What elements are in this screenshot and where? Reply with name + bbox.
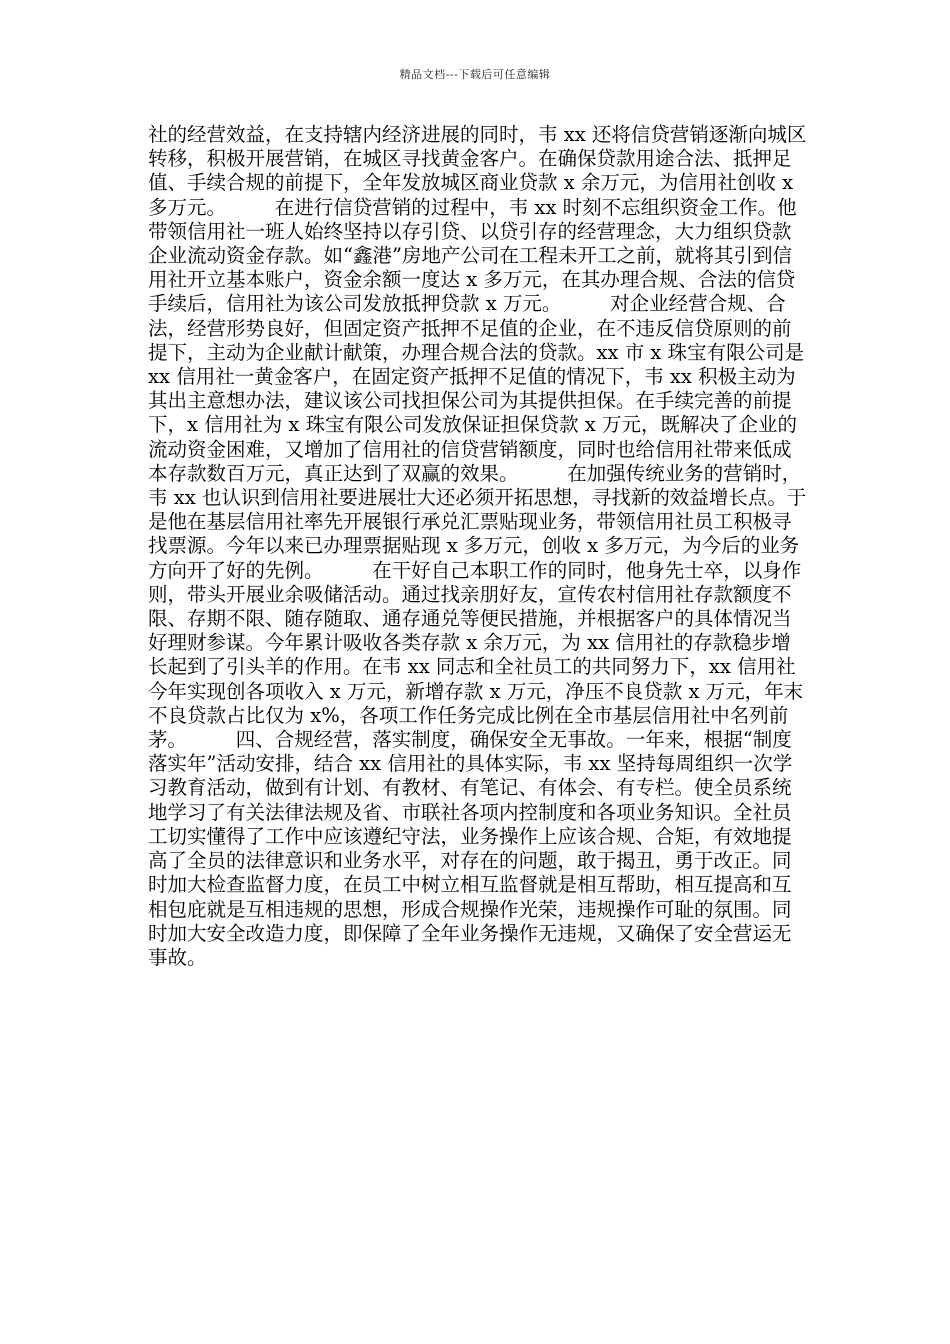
- page-header: 精品文档---下载后可任意编辑: [399, 68, 551, 81]
- body-paragraph: 社的经营效益，在支持辖内经济进展的同时，韦 xx 还将信贷营销逐渐向城区转移，积极开展营销，在城区寻找黄金客户。在确保贷款用途合法、抵押足值、手续合规的前提下，全年发放城区商业贷款 x 余万元，为信用社创收 x 多万元。 在进行信贷营销的过程中，韦 xx 时刻不忘组织资金工作。他带领信用社一班人始终坚持以存引贷、以贷引存的经营理念，大力组织贷款企业流动资金存款。如“鑫港”房地产公司在工程未开工之前，就将其引到信用社开立基本账户，资金余额一度达 x 多万元，在其办理合规、合法的信贷手续后，信用社为该公司发放抵押贷款 x 万元。 对企业经营合规、合法，经营形势良好，但固定资产抵押不足值的企业，在不违反信贷原则的前提下，主动为企业献计献策，办理合规合法的贷款。xx 市 x 珠宝有限公司是 xx 信用社一黄金客户，在固定资产抵押不足值的情况下，韦 xx 积极主动为其出主意想办法，建议该公司找担保公司为其提供担保。在手续完善的前提下，x 信用社为 x 珠宝有限公司发放保证担保贷款 x 万元，既解决了企业的流动资金困难，又增加了信用社的信贷营销额度，同时也给信用社带来低成本存款数百万元，真正达到了双赢的效果。 在加强传统业务的营销时，韦 xx 也认识到信用社要进展壮大还必须开拓思想，寻找新的效益增长点。于是他在基层信用社率先开展银行承兑汇票贴现业务，带领信用社员工积极寻找票源。今年以来已办理票据贴现 x 多万元，创收 x 多万元，为今后的业务方向开了好的先例。 在干好自己本职工作的同时，他身先士卒，以身作则，带头开展业余吸储活动。通过找亲朋好友，宣传农村信用社存款额度不限、存期不限、随存随取、通存通兑等便民措施，并根据客户的具体情况当好理财参谋。今年累计吸收各类存款 x 余万元，为 xx 信用社的存款稳步增长起到了引头羊的作用。在韦 xx 同志和全社员工的共同努力下，xx 信用社今年实现创各项收入 x 万元，新增存款 x 万元，净压不良贷款 x 万元，年末不良贷款占比仅为 x%，各项工作任务完成比例在全市基层信用社中名列前茅。 四、合规经营，落实制度，确保安全无事故。一年来，根据“制度落实年”活动安排，结合 xx 信用社的具体实际，韦 xx 坚持每周组织一次学习教育活动，做到有计划、有教材、有笔记、有体会、有专栏。使全员系统地学习了有关法律法规及省、市联社各项内控制度和各项业务知识。全社员工切实懂得了工作中应该遵纪守法，业务操作上应该合规、合矩，有效地提高了全员的法律意识和业务水平，对存在的问题，敢于揭丑，勇于改正。同时加大检查监督力度，在员工中树立相互监督就是相互帮助，相互提高和互相包庇就是互相违规的思想，形成合规操作光荣，违规操作可耻的氛围。同时加大安全改造力度，即保障了全年业务操作无违规，又确保了安全营运无事故。: [148, 123, 811, 969]
